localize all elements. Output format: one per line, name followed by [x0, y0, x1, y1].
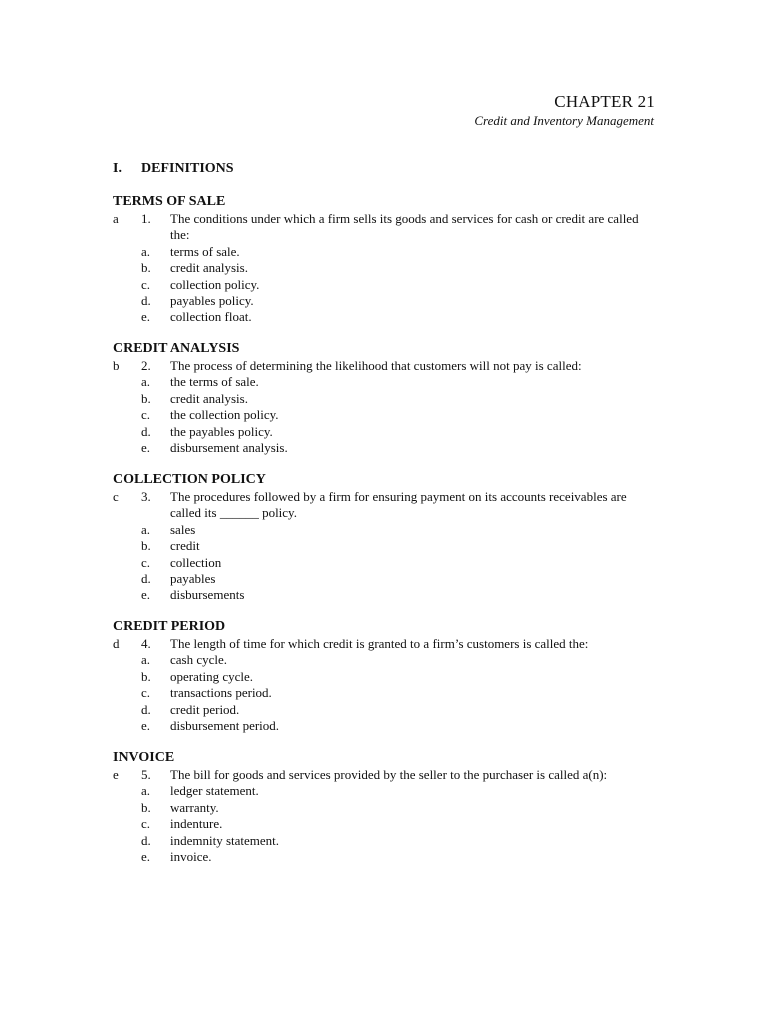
- option-text: warranty.: [170, 799, 219, 815]
- option-text: collection: [170, 554, 222, 570]
- option-letter: c.: [141, 407, 151, 423]
- option: [113, 652, 673, 668]
- option-text: payables policy.: [170, 293, 254, 309]
- option: [113, 783, 673, 799]
- option: [113, 260, 673, 276]
- section-title: COLLECTION POLICY: [113, 472, 266, 487]
- option-letter: a.: [141, 243, 151, 259]
- option: [113, 309, 673, 325]
- question-number: 4.: [141, 636, 151, 651]
- section-invoice: [113, 749, 673, 865]
- option: [113, 718, 673, 734]
- option-letter: e.: [141, 849, 151, 865]
- option: [113, 669, 673, 685]
- option-text: disbursements: [170, 587, 245, 603]
- option-text: disbursement period.: [170, 718, 280, 734]
- option: [113, 244, 673, 260]
- option-text: the payables policy.: [170, 423, 273, 439]
- option: [113, 816, 673, 832]
- option-text: terms of sale.: [170, 243, 240, 259]
- option-letter: c.: [141, 685, 151, 701]
- option-letter: d.: [141, 832, 151, 848]
- option-text: sales: [170, 521, 196, 537]
- option-letter: e.: [141, 718, 151, 734]
- option: [113, 424, 673, 440]
- option-text: indenture.: [170, 816, 223, 832]
- option: [113, 685, 673, 701]
- option-letter: c.: [141, 554, 151, 570]
- question: [113, 767, 673, 783]
- option-letter: d.: [141, 423, 151, 439]
- option-letter: d.: [141, 293, 151, 309]
- option-text: transactions period.: [170, 685, 272, 701]
- option-text: payables: [170, 571, 216, 587]
- question: [113, 636, 673, 652]
- option-text: credit analysis.: [170, 390, 248, 406]
- option-letter: e.: [141, 309, 151, 325]
- option-text: ledger statement.: [170, 783, 259, 799]
- option: [113, 440, 673, 456]
- option-letter: d.: [141, 571, 151, 587]
- option-text: the collection policy.: [170, 407, 279, 423]
- option-text: the terms of sale.: [170, 374, 259, 390]
- option: [113, 833, 673, 849]
- section-title: INVOICE: [113, 750, 175, 765]
- section-title: CREDIT ANALYSIS: [113, 341, 240, 356]
- question-number: 3.: [141, 489, 151, 504]
- section-title: CREDIT PERIOD: [113, 619, 226, 634]
- section-credit-analysis: [113, 340, 673, 456]
- option-letter: b.: [141, 668, 151, 684]
- option-text: credit analysis.: [170, 260, 248, 276]
- option: [113, 522, 673, 538]
- part-heading: [113, 161, 234, 177]
- answer-key: a: [113, 211, 119, 226]
- option-letter: a.: [141, 783, 151, 799]
- option: [113, 702, 673, 718]
- option: [113, 538, 673, 554]
- option: [113, 277, 673, 293]
- option-letter: b.: [141, 390, 151, 406]
- option: [113, 391, 673, 407]
- question-text: The procedures followed by a firm for ensuring payment on its accounts receivables are called its ______ policy.: [170, 489, 627, 521]
- option-letter: a.: [141, 652, 151, 668]
- answer-key: d: [113, 636, 120, 651]
- section-terms-of-sale: [113, 193, 673, 326]
- option-letter: c.: [141, 276, 151, 292]
- option-text: indemnity statement.: [170, 832, 280, 848]
- section-credit-period: [113, 618, 673, 734]
- answer-key: b: [113, 358, 120, 373]
- option-text: collection float.: [170, 309, 252, 325]
- part-number: I.: [113, 161, 122, 176]
- question-number: 2.: [141, 358, 151, 373]
- option-letter: c.: [141, 816, 151, 832]
- option-text: credit period.: [170, 701, 240, 717]
- question-number: 5.: [141, 767, 151, 782]
- question-number: 1.: [141, 211, 151, 226]
- answer-key: c: [113, 489, 119, 504]
- option-letter: e.: [141, 587, 151, 603]
- option: [113, 571, 673, 587]
- question-text: The process of determining the likelihood that customers will not pay is called:: [170, 358, 582, 373]
- question: [113, 211, 673, 244]
- option-letter: b.: [141, 799, 151, 815]
- chapter-title: CHAPTER 21: [554, 92, 655, 111]
- option-letter: a.: [141, 521, 151, 537]
- option-letter: b.: [141, 260, 151, 276]
- chapter-subtitle: Credit and Inventory Management: [474, 113, 654, 128]
- option-letter: d.: [141, 701, 151, 717]
- option-text: invoice.: [170, 849, 212, 865]
- option-letter: e.: [141, 440, 151, 456]
- option: [113, 374, 673, 390]
- option: [113, 849, 673, 865]
- question: [113, 358, 673, 374]
- option-letter: a.: [141, 374, 151, 390]
- question-text: The conditions under which a firm sells its goods and services for cash or credit are called the:: [170, 211, 639, 243]
- option: [113, 555, 673, 571]
- option: [113, 293, 673, 309]
- question-text: The bill for goods and services provided by the seller to the purchaser is called a(n):: [170, 767, 608, 782]
- option-text: credit: [170, 538, 200, 554]
- option-text: cash cycle.: [170, 652, 228, 668]
- option: [113, 407, 673, 423]
- part-title: DEFINITIONS: [141, 161, 234, 176]
- option-text: collection policy.: [170, 276, 260, 292]
- option-text: operating cycle.: [170, 668, 254, 684]
- option: [113, 800, 673, 816]
- question-text: The length of time for which credit is granted to a firm’s customers is called the:: [170, 636, 589, 651]
- section-collection-policy: [113, 471, 673, 604]
- answer-key: e: [113, 767, 119, 782]
- option: [113, 587, 673, 603]
- option-text: disbursement analysis.: [170, 440, 288, 456]
- section-title: TERMS OF SALE: [113, 194, 226, 209]
- question: [113, 489, 673, 522]
- option-letter: b.: [141, 538, 151, 554]
